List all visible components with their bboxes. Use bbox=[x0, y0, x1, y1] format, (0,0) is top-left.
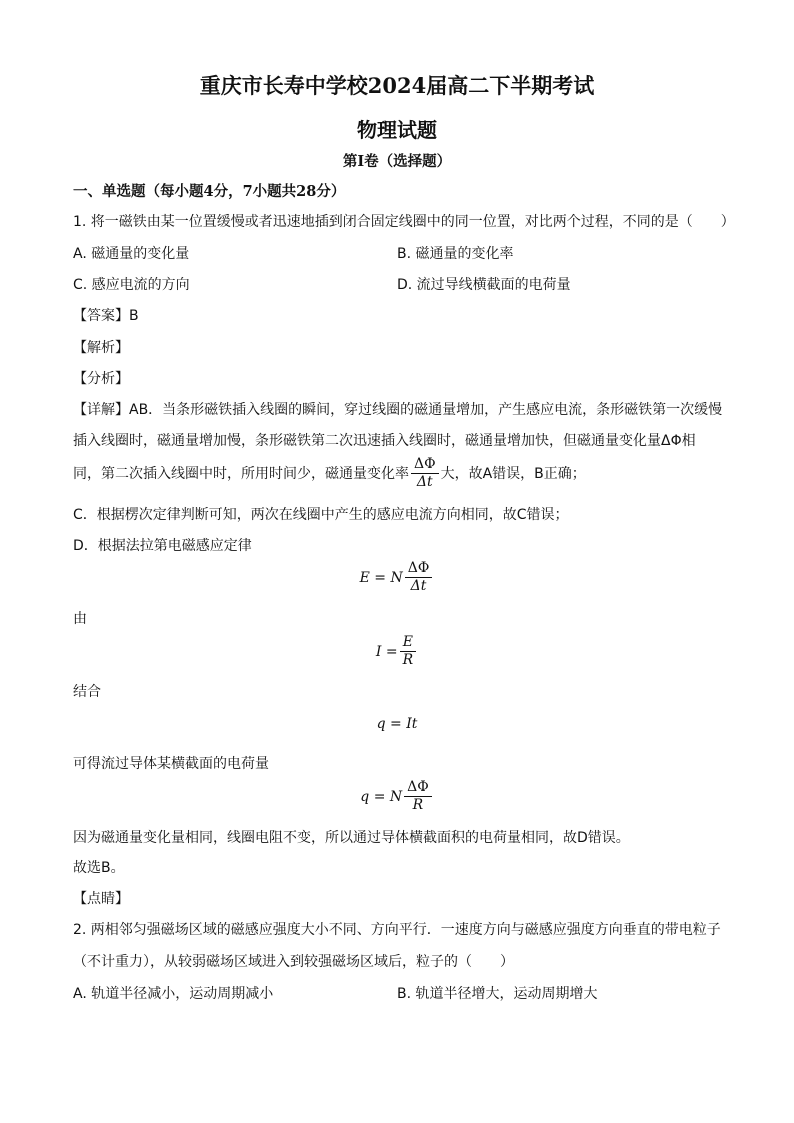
fenxi-label: 【分析】 bbox=[73, 371, 129, 387]
eq2-left: I = bbox=[375, 643, 398, 660]
detail-line-3-text-a: 同，第二次插入线圈中时，所用时间少，磁通量变化率 bbox=[73, 465, 409, 482]
equation-charge: q = It bbox=[376, 716, 418, 732]
section-heading: 一、单选题（每小题4分，7小题共28分） bbox=[73, 183, 346, 200]
final-answer-text: 故选B。 bbox=[73, 860, 125, 876]
detail-d: D．根据法拉第电磁感应定律 bbox=[73, 538, 252, 554]
eq1-denominator: Δt bbox=[410, 578, 427, 594]
exam-subtitle: 物理试题 bbox=[357, 118, 437, 142]
detail-line-3-text-b: 大，故A错误，B正确； bbox=[440, 465, 586, 482]
eq4-denominator: R bbox=[412, 797, 424, 813]
question-2-stem-line-2: （不计重力），从较弱磁场区域进入到较强磁场区域后，粒子的（ ） bbox=[73, 954, 514, 970]
conclusion-text: 因为磁通量变化量相同，线圈电阻不变，所以通过导体横截面积的电荷量相同，故D错误。 bbox=[73, 830, 630, 846]
detail-c: C．根据楞次定律判断可知，两次在线圈中产生的感应电流方向相同，故C错误； bbox=[73, 507, 569, 523]
detail-line-2: 插入线圈时，磁通量增加慢，条形磁铁第二次迅速插入线圈时，磁通量增加快，但磁通量变化量ΔΦ相 bbox=[73, 433, 696, 449]
option-c: C. 感应电流的方向 bbox=[73, 277, 190, 293]
volume-heading: 第I卷（选择题） bbox=[342, 153, 452, 170]
detail-line-3 bbox=[73, 456, 586, 491]
analysis-label: 【解析】 bbox=[73, 340, 129, 356]
question-2-option-b: B. 轨道半径增大，运动周期增大 bbox=[397, 986, 598, 1002]
option-b: B. 磁通量的变化率 bbox=[397, 246, 514, 262]
text-jiehe: 结合 bbox=[73, 684, 101, 700]
answer-label: 【答案】B bbox=[73, 308, 139, 324]
rate-denominator: Δt bbox=[416, 474, 433, 490]
text-kede: 可得流过导体某横截面的电荷量 bbox=[73, 756, 269, 772]
eq2-fraction bbox=[400, 634, 417, 669]
option-a: A. 磁通量的变化量 bbox=[73, 246, 190, 262]
eq1-numerator: ΔΦ bbox=[405, 560, 433, 578]
equation-charge-result bbox=[0, 779, 794, 814]
eq4-left: q = N bbox=[360, 788, 403, 805]
question-stem: 1. 将一磁铁由某一位置缓慢或者迅速地插到闭合固定线圈中的同一位置，对比两个过程，不同的是（ ） bbox=[73, 214, 735, 230]
question-2-option-a: A. 轨道半径减小，运动周期减小 bbox=[73, 986, 274, 1002]
rate-numerator: ΔΦ bbox=[411, 456, 439, 474]
question-2-stem-line-1: 2. 两相邻匀强磁场区域的磁感应强度大小不同、方向平行．一速度方向与磁感应强度方向垂直的带电粒子 bbox=[73, 922, 721, 938]
dianjing-label: 【点睛】 bbox=[73, 891, 129, 907]
equation-faraday bbox=[0, 560, 794, 595]
detail-line-1: 【详解】AB．当条形磁铁插入线圈的瞬间，穿过线圈的磁通量增加，产生感应电流，条形磁铁第一次缓慢 bbox=[73, 402, 723, 418]
exam-title: 重庆市长寿中学校2024届高二下半期考试 bbox=[199, 73, 595, 98]
eq2-numerator: E bbox=[400, 634, 416, 652]
equation-ohm bbox=[0, 634, 794, 669]
eq1-left: E = N bbox=[359, 569, 403, 586]
eq2-denominator: R bbox=[402, 652, 414, 668]
eq4-numerator: ΔΦ bbox=[404, 779, 432, 797]
eq1-fraction bbox=[405, 560, 433, 595]
rate-fraction bbox=[411, 456, 439, 491]
option-d: D. 流过导线横截面的电荷量 bbox=[397, 277, 571, 293]
text-you: 由 bbox=[73, 611, 87, 627]
eq4-fraction bbox=[404, 779, 432, 814]
